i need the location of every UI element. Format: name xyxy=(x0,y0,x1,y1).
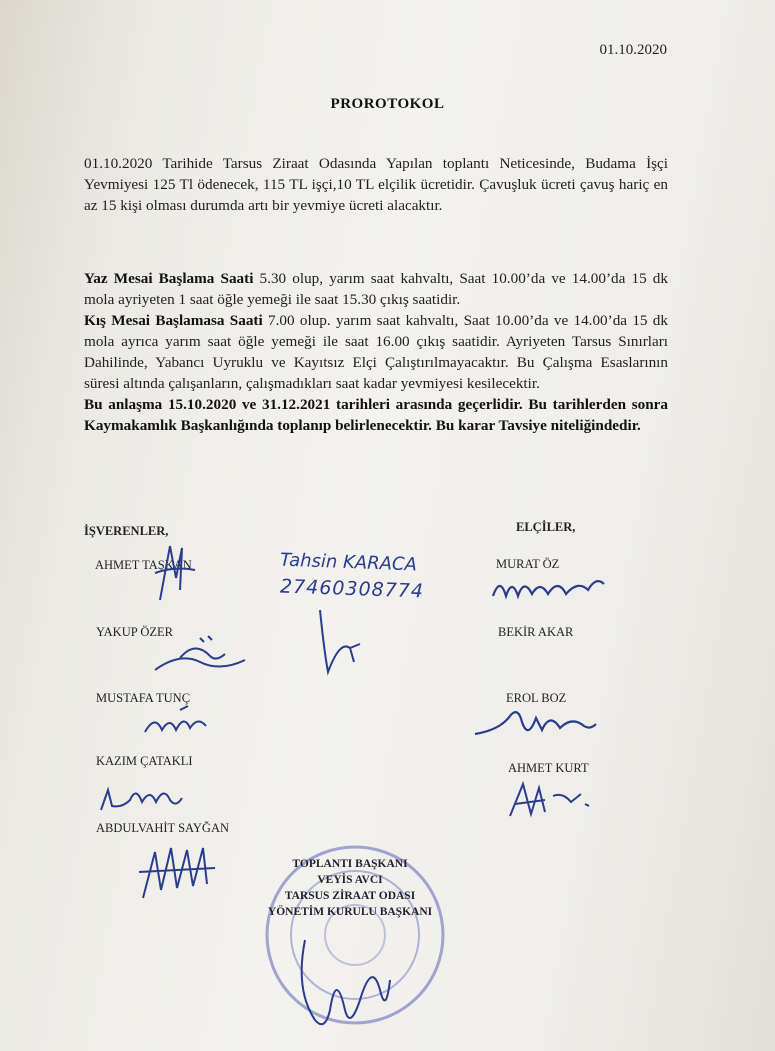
signature-mustafa-tunc-icon xyxy=(140,702,210,742)
summer-label: Yaz Mesai Başlama Saati xyxy=(84,270,254,287)
envoy-name-2: BEKİR AKAR xyxy=(498,625,574,639)
winter-hours xyxy=(84,310,668,394)
handwritten-number: 27460308774 xyxy=(279,575,425,603)
document-date: 01.10.2020 xyxy=(599,42,667,58)
signature-abdulvahit-saygan-icon xyxy=(135,838,225,908)
envoys-heading: ELÇİLER, xyxy=(516,520,576,534)
employer-name-5: ABDULVAHİT SAYĞAN xyxy=(96,821,230,835)
paragraph-hours xyxy=(84,268,668,436)
signature-veyis-avci-icon xyxy=(290,920,400,1040)
president-role: YÖNETİM KURULU BAŞKANI xyxy=(267,906,433,918)
employers-heading: İŞVERENLER, xyxy=(84,524,169,538)
signature-ahmet-kurt-icon xyxy=(505,774,595,824)
signature-erol-boz-icon xyxy=(470,700,600,746)
summer-text: 5.30 olup, yarım saat kahvaltı, Saat 10.00’da ve 14.00’da 15 dk mola ayriyeten 1 saat öğle yemeği ile saat 15.30 çıkış saatidir. xyxy=(84,270,668,308)
signature-kazim-catakli-icon xyxy=(96,772,186,822)
employer-name-4: KAZIM ÇATAKLI xyxy=(96,754,193,768)
summer-hours xyxy=(84,268,668,310)
validity-text: Bu anlaşma 15.10.2020 ve 31.12.2021 tarihleri arasında geçerlidir. Bu tarihlerden sonra Kaymakamlık Başkanlığında toplanıp belirlenecektir. Bu karar Tavsiye niteliğindedir. xyxy=(84,396,668,434)
envoy-name-1: MURAT ÖZ xyxy=(496,557,560,571)
validity xyxy=(84,394,668,436)
signature-yakup-ozer-icon xyxy=(150,632,260,682)
envoy-name-4: AHMET KURT xyxy=(508,761,589,775)
employer-name-1: AHMET TAŞKAN xyxy=(95,558,192,572)
president-name: VEYİS AVCI xyxy=(317,874,383,886)
signature-tahsin-karaca-icon xyxy=(310,600,370,680)
signature-murat-oz-icon xyxy=(488,566,608,606)
president-org: TARSUS ZİRAAT ODASI xyxy=(284,890,416,902)
employer-name-2: YAKUP ÖZER xyxy=(96,625,173,639)
winter-label: Kış Mesai Başlamasa Saati xyxy=(84,312,263,329)
paragraph-wages: 01.10.2020 Tarihide Tarsus Ziraat Odasında Yapılan toplantı Neticesinde, Budama İşçi Yevmiyesi 125 Tl ödenecek, 115 TL işçi,10 TL elçilik ücretidir. Çavuşluk ücreti çavuş hariç en az 15 kişi olması durumda artı bir yevmiye ücreti alacaktır. xyxy=(84,155,668,214)
winter-text: 7.00 olup. yarım saat kahvaltı, Saat 10.00’da ve 14.00’da 15 dk mola ayrıca yarım saat öğle yemeği ile saat 16.00 çıkış saatidir. Ayriyeten Tarsus Sınırları Dahilinde, Yabancı Uyruklu ve Kayıtsız Elçi Çalıştırılmayacaktır. Bu Çalışma Esaslarının süresi altında çalışanların, çalışmadıkları saat kadar yevmiyesi kesilecektir. xyxy=(84,312,668,392)
handwritten-name: Tahsin KARACA xyxy=(279,549,418,576)
president-title: TOPLANTI BAŞKANI xyxy=(292,858,408,870)
document-title: PROROTOKOL xyxy=(330,96,445,112)
president-block xyxy=(245,856,455,920)
envoy-name-3: EROL BOZ xyxy=(506,691,567,705)
signature-ahmet-taskan-icon xyxy=(150,538,200,608)
employer-name-3: MUSTAFA TUNÇ xyxy=(96,691,191,705)
